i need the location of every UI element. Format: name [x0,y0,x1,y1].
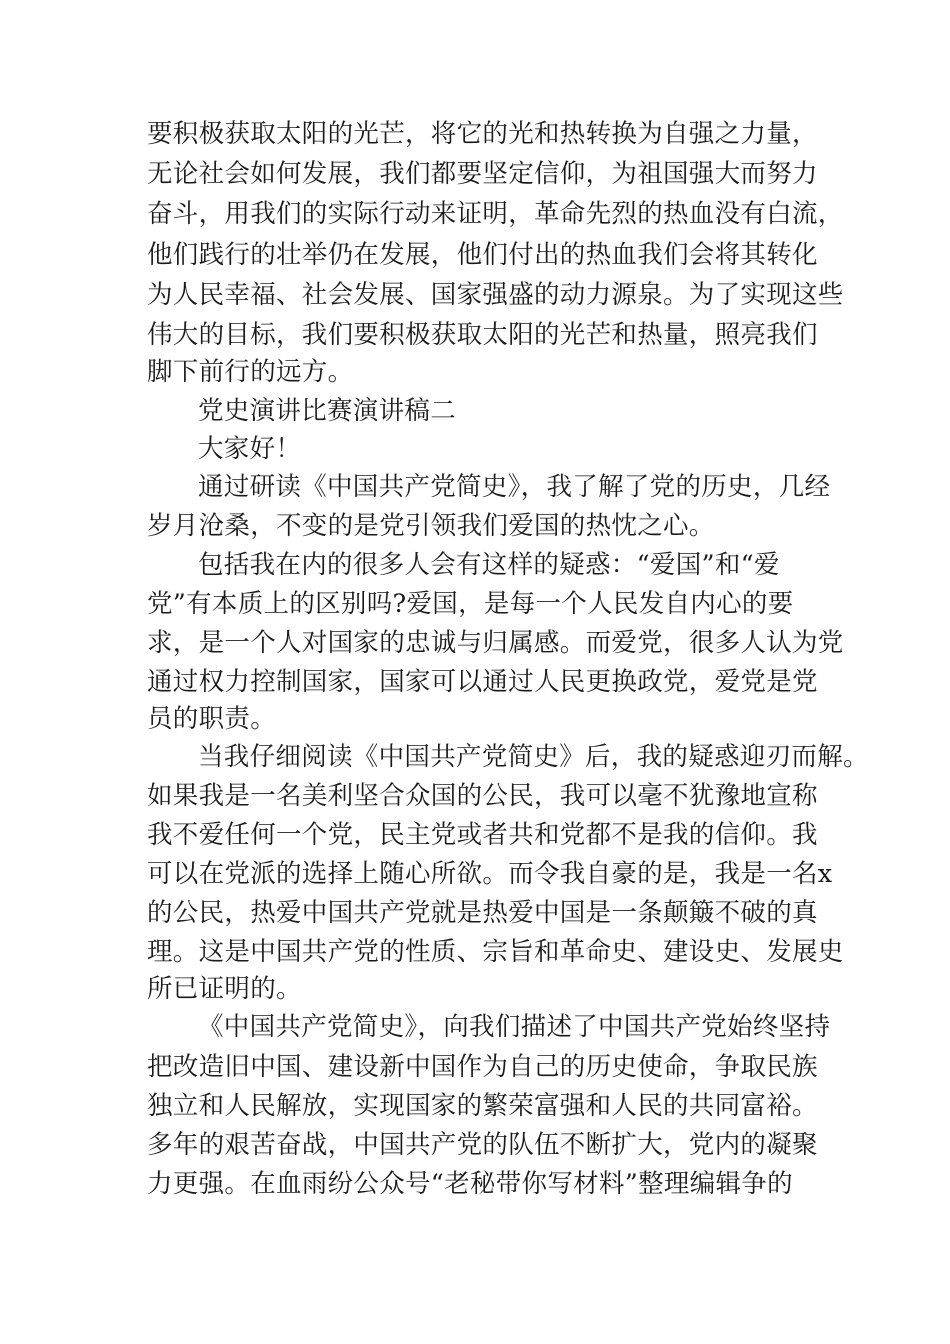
text-line: 伟大的目标，我们要积极获取太阳的光芒和热量，照亮我们 [147,320,818,350]
text-line: 当我仔细阅读《中国共产党简史》后，我的疑惑迎刃而解。 [198,742,869,772]
greeting: 大家好！ [198,434,302,464]
text-line: 求，是一个人对国家的忠诚与归属感。而爱党，很多人认为党 [147,628,844,658]
text-line: 他们践行的壮举仍在发展，他们付出的热血我们会将其转化 [147,240,818,270]
text-line: 《中国共产党简史》，向我们描述了中国共产党始终坚持 [198,1012,831,1042]
text-line: 把改造旧中国、建设新中国作为自己的历史使命，争取民族 [147,1052,818,1082]
text-line: 力更强。在血雨纷公众号“老秘带你写材料”整理编辑争的 [147,1169,793,1199]
text-line: 党”有本质上的区别吗?爱国，是每一个人民发自内心的要 [147,589,794,619]
text-line: 可以在党派的选择上随心所欲。而令我自豪的是，我是一名x [147,859,833,889]
text-line: 理。这是中国共产党的性质、宗旨和革命史、建设史、发展史 [147,937,844,967]
text-line: 为人民幸福、社会发展、国家强盛的动力源泉。为了实现这些 [147,280,844,310]
text-line: 包括我在内的很多人会有这样的疑惑：“爱国”和“爱 [198,550,780,580]
text-line: 所已证明的。 [147,974,302,1004]
text-line: 岁月沧桑，不变的是党引领我们爱国的热忱之心。 [147,511,715,541]
text-line: 通过研读《中国共产党简史》，我了解了党的历史，几经 [198,472,831,502]
text-line: 要积极获取太阳的光芒，将它的光和热转换为自强之力量， [147,119,818,149]
text-line: 员的职责。 [147,704,277,734]
text-line: 的公民，热爱中国共产党就是热爱中国是一条颠簸不破的真 [147,898,818,928]
text-line: 我不爱任何一个党，民主党或者共和党都不是我的信仰。我 [147,820,818,850]
text-line: 奋斗，用我们的实际行动来证明，革命先烈的热血没有白流， [147,199,844,229]
text-line: 独立和人民解放，实现国家的繁荣富强和人民的共同富裕。 [147,1091,818,1121]
text-line: 无论社会如何发展，我们都要坚定信仰，为祖国强大而努力 [147,159,818,189]
text-line: 脚下前行的远方。 [147,357,354,387]
section-heading: 党史演讲比赛演讲稿二 [198,396,457,426]
text-line: 多年的艰苦奋战，中国共产党的队伍不断扩大，党内的凝聚 [147,1130,818,1160]
text-line: 通过权力控制国家，国家可以通过人民更换政党，爱党是党 [147,667,818,697]
text-line: 如果我是一名美利坚合众国的公民，我可以毫不犹豫地宣称 [147,781,818,811]
